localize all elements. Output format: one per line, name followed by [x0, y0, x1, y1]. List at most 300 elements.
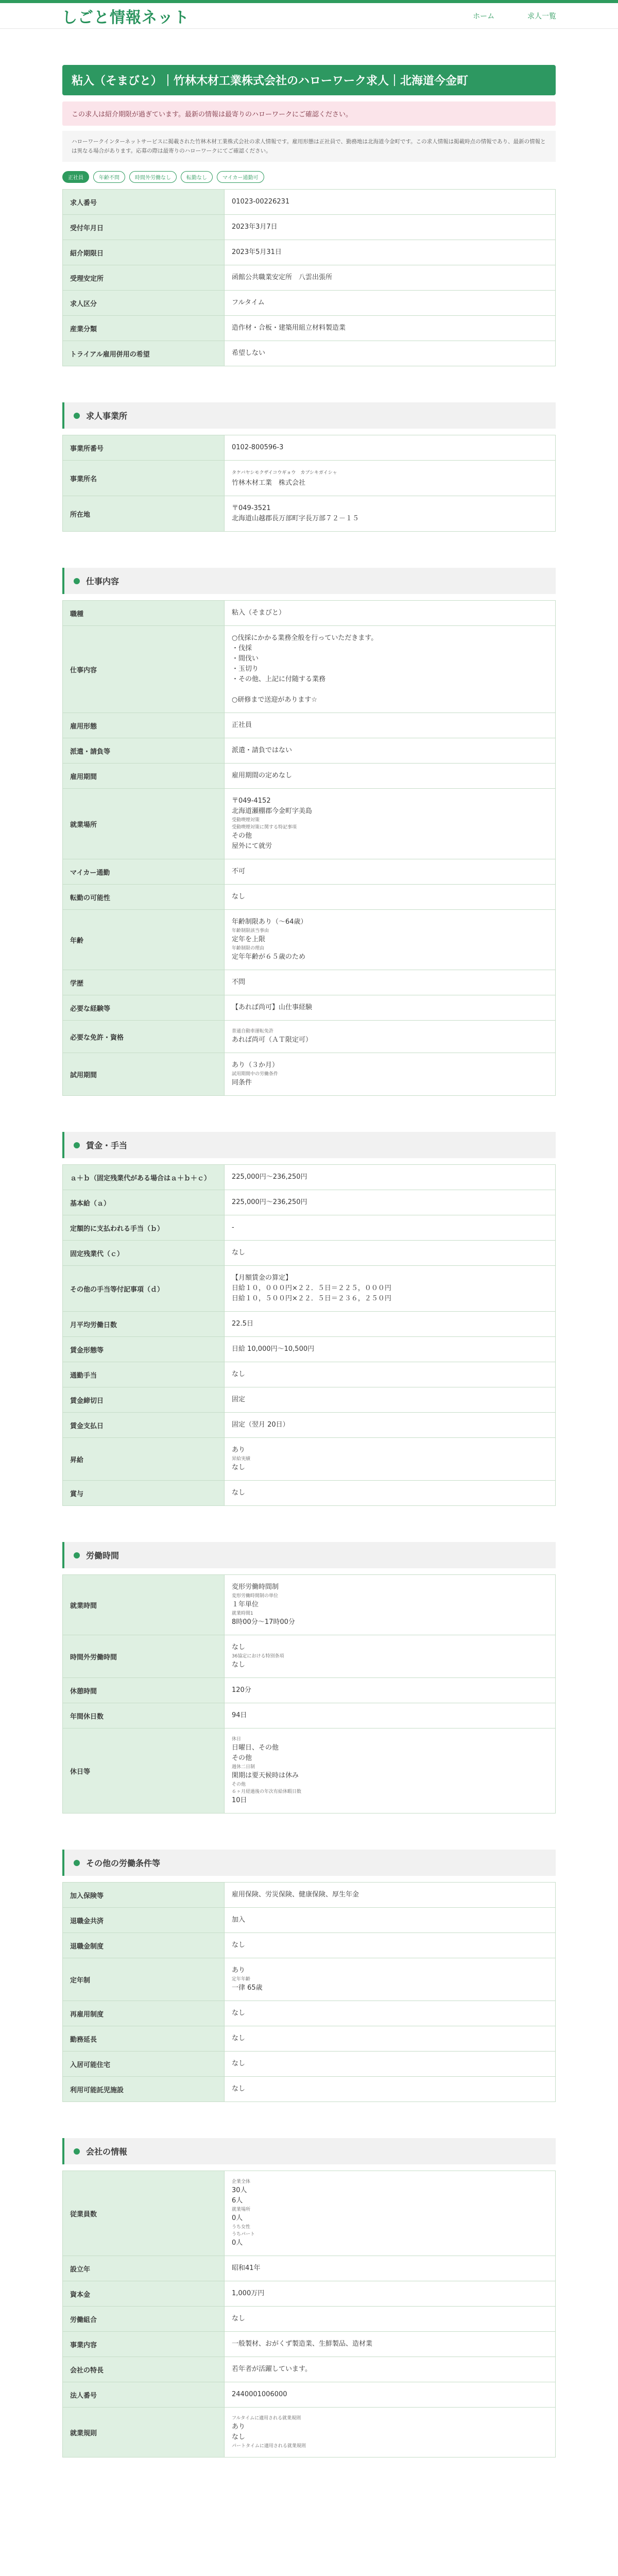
field-value-line: 一般製材、おがくず製造業、生鮮製品、造材業 [232, 2340, 373, 2348]
field-label: 求人区分 [63, 291, 225, 316]
field-value-line: なし [232, 2433, 246, 2441]
field-value [225, 713, 556, 738]
field-value-line: ・その他、上記に付随する業務 [232, 675, 326, 683]
field-value-line: 225,000円〜236,250円 [232, 1173, 307, 1181]
field-value [225, 2281, 556, 2307]
field-label: 紹介期限日 [63, 240, 225, 265]
tag-chip: 年齢不問 [93, 171, 125, 183]
field-value-line: 30人 [232, 2187, 247, 2194]
table-row [63, 1241, 556, 1266]
field-value-line: ○伐採にかかる業務全般を行っていただきます。 [232, 634, 378, 642]
table-row [63, 435, 556, 461]
field-label: トライアル雇用併用の希望 [63, 341, 225, 366]
field-value-line: その他 [232, 832, 252, 840]
field-sublabel: パートタイムに適用される就業規則 [232, 2444, 306, 2449]
field-label: ａ＋ｂ（固定残業代がある場合はａ＋ｂ＋ｃ） [63, 1165, 225, 1190]
field-value-line: なし [232, 2035, 246, 2042]
field-sublabel: 定年年齢 [232, 1977, 251, 1982]
field-label: 退職金制度 [63, 1933, 225, 1958]
section-heading-wage [62, 1132, 556, 1158]
table-row [63, 885, 556, 910]
table-row [63, 995, 556, 1021]
field-value-line: 函館公共職業安定所 八雲出張所 [232, 274, 333, 281]
field-value [225, 1413, 556, 1438]
field-value [225, 601, 556, 626]
field-label: 雇用期間 [63, 764, 225, 789]
field-value [225, 1387, 556, 1413]
field-label: 月平均労働日数 [63, 1312, 225, 1337]
field-sublabel: うち女性 [232, 2225, 251, 2230]
table-row [63, 713, 556, 738]
table-row [63, 2052, 556, 2077]
field-value-line: なし [232, 2085, 246, 2093]
field-value [225, 2171, 556, 2256]
field-value-line: 日給 10,000円〜10,500円 [232, 1345, 315, 1353]
field-value-line: 正社員 [232, 721, 252, 729]
field-value [225, 1337, 556, 1362]
page-title: 粘入（そまびと）｜竹林木材工業株式会社のハローワーク求人｜北海道今金町 [62, 65, 556, 95]
field-value [225, 1678, 556, 1703]
field-value-line: 6人 [232, 2197, 243, 2205]
field-value [225, 2307, 556, 2332]
table-row [63, 215, 556, 240]
table-row [63, 764, 556, 789]
field-value [225, 2382, 556, 2408]
field-value-line: 定年年齢が６５歳のため [232, 953, 306, 961]
field-label: 昇給 [63, 1438, 225, 1481]
field-value-line: その他 [232, 1754, 252, 1762]
field-value-line: ・間伐い [232, 655, 259, 663]
field-value-line: 〒049-3521 [232, 504, 271, 512]
field-value-line: 固定 [232, 1396, 246, 1403]
field-value [225, 190, 556, 215]
field-sublabel: 変形労働時間制の単位 [232, 1594, 279, 1599]
table-row [63, 1438, 556, 1481]
field-sublabel: 試用期間中の労働条件 [232, 1072, 279, 1077]
field-value-line: 雇用保険、労災保険、健康保険、厚生年金 [232, 1891, 359, 1899]
field-value-line: フルタイム [232, 299, 265, 307]
field-value-line: 日給１０，５００円×２２．５日＝２３６，２５０円 [232, 1295, 391, 1302]
field-value [225, 1635, 556, 1678]
field-label: 会社の特長 [63, 2357, 225, 2382]
field-value-line: 変形労働時間制 [232, 1583, 279, 1591]
field-value-line: 粘入（そまびと） [232, 609, 286, 617]
field-label: 必要な経験等 [63, 995, 225, 1021]
field-label: 勤務延長 [63, 2026, 225, 2052]
field-value [225, 1575, 556, 1635]
table-row [63, 970, 556, 995]
field-value-line: ・玉切り [232, 665, 259, 673]
table-row [63, 2026, 556, 2052]
field-value [225, 2332, 556, 2357]
field-value-line: 〒049-4152 [232, 797, 271, 805]
field-label: 就業規則 [63, 2408, 225, 2458]
field-value-line: １年単位 [232, 1601, 259, 1608]
field-label: 労働組合 [63, 2307, 225, 2332]
table-row [63, 1883, 556, 1908]
field-value-line: 年齢制限あり（～64歳） [232, 918, 307, 926]
section-title: 会社の情報 [86, 2147, 128, 2157]
company-info-table [62, 2171, 556, 2458]
table-row [63, 240, 556, 265]
table-row [63, 496, 556, 532]
field-value-line: あれば尚可（ＡＴ限定可） [232, 1036, 313, 1044]
field-label: 所在地 [63, 496, 225, 532]
field-value-line: 日給１０，０００円×２２．５日＝２２５，０００円 [232, 1284, 391, 1292]
field-value-line: 0102-800596-3 [232, 444, 284, 451]
section-title: 仕事内容 [86, 577, 119, 586]
tag-chip: 時間外労働なし [129, 171, 177, 183]
field-value-line: 同条件 [232, 1079, 252, 1087]
intro-text: ハローワークインターネットサービスに掲載された竹林木材工業株式会社の求人情報です。雇用形態は正社員で、勤務地は北海道今金町です。この求人情報は掲載時点の情報であり、最新の情報とは異なる場合があります。応募の際は最寄りのハローワークにてご確認ください。 [62, 131, 556, 162]
field-value [225, 1021, 556, 1053]
field-label: 定年制 [63, 1958, 225, 2001]
table-row [63, 2382, 556, 2408]
tag-chip: 正社員 [62, 171, 89, 183]
table-row [63, 2281, 556, 2307]
table-row [63, 2408, 556, 2458]
field-value [225, 2001, 556, 2026]
field-value-line: 94日 [232, 1711, 247, 1719]
table-row [63, 190, 556, 215]
field-value-line: 10日 [232, 1797, 247, 1804]
field-value-line: 閑期は要天候時は休み [232, 1772, 299, 1780]
bullet-icon [74, 413, 80, 419]
office-info-table [62, 435, 556, 532]
field-label: 再雇用制度 [63, 2001, 225, 2026]
field-value-line: 昭和41年 [232, 2264, 261, 2272]
field-value-line: 一律 65歳 [232, 1984, 263, 1992]
section-title: 賃金・手当 [86, 1141, 128, 1150]
field-label: 通勤手当 [63, 1362, 225, 1387]
table-row [63, 1958, 556, 2001]
field-label: 賃金支払日 [63, 1413, 225, 1438]
field-label: 賃金締切日 [63, 1387, 225, 1413]
field-value [225, 1958, 556, 2001]
field-value [225, 1362, 556, 1387]
field-value-line: あり [232, 1967, 246, 1974]
field-value-line: なし [232, 2315, 246, 2323]
field-value-line: 日曜日、その他 [232, 1744, 279, 1752]
table-row [63, 910, 556, 970]
field-value [225, 2077, 556, 2102]
field-value-line: 固定（翌月 20日） [232, 1421, 289, 1429]
field-label: マイカー通勤 [63, 859, 225, 885]
field-label: 休憩時間 [63, 1678, 225, 1703]
table-row [63, 341, 556, 366]
field-value-line: 希望しない [232, 349, 266, 357]
field-label: 時間外労働時間 [63, 1635, 225, 1678]
field-value [225, 910, 556, 970]
table-row [63, 1413, 556, 1438]
field-value [225, 2052, 556, 2077]
table-row [63, 1387, 556, 1413]
field-sublabel: 年齢制限の理由 [232, 946, 265, 951]
field-sublabel: 普通自動車運転免許 [232, 1029, 274, 1034]
table-row [63, 461, 556, 496]
field-value-line: 120分 [232, 1686, 251, 1694]
nav-home-link[interactable]: ホーム [473, 12, 495, 21]
table-row [63, 1190, 556, 1215]
field-value [225, 1728, 556, 1814]
field-value-line: 2023年5月31日 [232, 248, 282, 256]
section-heading-hours [62, 1542, 556, 1568]
table-row [63, 1021, 556, 1053]
table-row [63, 2256, 556, 2281]
hours-info-table [62, 1574, 556, 1814]
field-sublabel: 昇給実績 [232, 1456, 251, 1462]
field-value [225, 341, 556, 366]
field-value [225, 2026, 556, 2052]
field-label: 仕事内容 [63, 626, 225, 713]
table-row [63, 316, 556, 341]
field-label: 産業分類 [63, 316, 225, 341]
nav-search-link[interactable]: 求人一覧 [527, 12, 556, 21]
field-value [225, 1165, 556, 1190]
table-row [63, 265, 556, 291]
table-row [63, 2171, 556, 2256]
field-value [225, 1053, 556, 1096]
field-label: 職種 [63, 601, 225, 626]
field-value-line: なし [232, 2009, 246, 2017]
field-label: 事業所番号 [63, 435, 225, 461]
field-sublabel: 受動喫煙対策 [232, 818, 260, 823]
field-value-line: なし [232, 893, 246, 901]
section-title: その他の労働条件等 [86, 1858, 161, 1868]
field-value-line: あり（３か月） [232, 1061, 279, 1069]
field-value [225, 738, 556, 764]
bullet-icon [74, 1142, 80, 1148]
field-value [225, 2256, 556, 2281]
field-value-line: あり [232, 1446, 246, 1454]
field-label: 休日等 [63, 1728, 225, 1814]
section-title: 求人事業所 [86, 411, 128, 421]
field-value-line: なし [232, 1661, 246, 1669]
field-value [225, 1241, 556, 1266]
field-label: 退職金共済 [63, 1908, 225, 1933]
header-nav [442, 11, 556, 21]
field-value-line: なし [232, 2060, 246, 2067]
field-value-line: 【月額賃金の算定】 [232, 1274, 293, 1282]
tag-chip: 転勤なし [181, 171, 213, 183]
table-row [63, 1266, 556, 1312]
table-row [63, 626, 556, 713]
table-row [63, 738, 556, 764]
field-label: 定額的に支払われる手当（ｂ） [63, 1215, 225, 1241]
field-value [225, 970, 556, 995]
field-label: 従業員数 [63, 2171, 225, 2256]
field-label: 転勤の可能性 [63, 885, 225, 910]
field-value [225, 885, 556, 910]
field-label: 受理安定所 [63, 265, 225, 291]
field-label: 利用可能託児施設 [63, 2077, 225, 2102]
field-value-line: 2023年3月7日 [232, 223, 278, 231]
table-row [63, 1312, 556, 1337]
field-sublabel: ６ヶ月経過後の年次有給休暇日数 [232, 1789, 302, 1794]
field-value [225, 1266, 556, 1312]
table-row [63, 2307, 556, 2332]
section-heading-job [62, 568, 556, 594]
field-value [225, 1703, 556, 1728]
bullet-icon [74, 2148, 80, 2155]
field-sublabel: 受動喫煙対策に関する特記事項 [232, 825, 297, 830]
site-header [0, 3, 618, 29]
table-row [63, 1728, 556, 1814]
table-row [63, 1575, 556, 1635]
field-value-line: 22.5日 [232, 1320, 253, 1328]
field-sublabel: 就業時間1 [232, 1611, 253, 1616]
field-value-line: 8時00分〜17時00分 [232, 1618, 295, 1626]
field-value [225, 461, 556, 496]
table-row [63, 2357, 556, 2382]
section-heading-company [62, 2138, 556, 2164]
field-label: 賃金形態等 [63, 1337, 225, 1362]
bullet-icon [74, 1552, 80, 1558]
field-value-line: 加入 [232, 1916, 246, 1924]
section-title: 労働時間 [86, 1551, 119, 1561]
field-value-line: 225,000円〜236,250円 [232, 1198, 307, 1206]
field-value-line: 01023-00226231 [232, 198, 290, 206]
main-content [62, 65, 556, 2458]
field-label: 固定残業代（ｃ） [63, 1241, 225, 1266]
field-value [225, 789, 556, 859]
field-value-line: 造作材・合板・建築用組立材料製造業 [232, 324, 346, 332]
field-sublabel: 就業場所 [232, 2207, 251, 2212]
field-value-line: 竹林木材工業 株式会社 [232, 479, 306, 487]
field-label: 加入保険等 [63, 1883, 225, 1908]
field-value [225, 215, 556, 240]
bullet-icon [74, 1860, 80, 1866]
section-heading-office [62, 402, 556, 429]
field-label: その他の手当等付記事項（ｄ） [63, 1266, 225, 1312]
field-kana: タケバヤシモクザイコウギョウ カブシキガイシャ [232, 470, 337, 476]
field-label: 法人番号 [63, 2382, 225, 2408]
field-label: 入居可能住宅 [63, 2052, 225, 2077]
field-value [225, 316, 556, 341]
field-value-line: - [232, 1224, 234, 1231]
field-value-line [232, 685, 548, 695]
field-value [225, 859, 556, 885]
other-info-table [62, 1882, 556, 2102]
field-value-line: 若年者が活躍しています。 [232, 2365, 312, 2373]
field-value-line: 1,000万円 [232, 2290, 265, 2297]
table-row [63, 1362, 556, 1387]
field-value-line: なし [232, 1489, 246, 1497]
field-label: 必要な免許・資格 [63, 1021, 225, 1053]
wage-info-table [62, 1164, 556, 1506]
table-row [63, 1635, 556, 1678]
field-value-line: ○研修まで送迎があります☆ [232, 696, 317, 704]
field-value-line: なし [232, 1643, 246, 1651]
site-logo[interactable]: しごと情報ネット [62, 8, 190, 27]
field-value-line: なし [232, 1249, 246, 1257]
field-value [225, 2357, 556, 2382]
field-sublabel: 年齢制限該当事由 [232, 928, 269, 934]
field-label: 求人番号 [63, 190, 225, 215]
field-value-line: 北海道瀬棚郡今金町字美島 [232, 807, 313, 815]
field-value-line: なし [232, 1941, 246, 1949]
field-value [225, 435, 556, 461]
field-value-line: 0人 [232, 2239, 243, 2247]
field-label: 賞与 [63, 1481, 225, 1506]
field-sublabel: 企業全体 [232, 2179, 251, 2184]
table-row [63, 859, 556, 885]
table-row [63, 1481, 556, 1506]
tag-chip: マイカー通勤可 [217, 171, 264, 183]
field-label: 派遣・請負等 [63, 738, 225, 764]
field-value-line: 不問 [232, 978, 246, 986]
field-sublabel: 休日 [232, 1737, 242, 1742]
table-row [63, 291, 556, 316]
job-info-table [62, 600, 556, 1096]
field-value-line: あり [232, 2423, 246, 2431]
field-value [225, 265, 556, 291]
table-row [63, 1908, 556, 1933]
field-value-line: 0人 [232, 2214, 243, 2222]
field-value [225, 1933, 556, 1958]
table-row [63, 2077, 556, 2102]
field-value-line: ・伐採 [232, 645, 252, 652]
field-value [225, 496, 556, 532]
table-row [63, 1337, 556, 1362]
field-value-line: 屋外にて就労 [232, 842, 272, 850]
field-label: 受付年月日 [63, 215, 225, 240]
table-row [63, 1215, 556, 1241]
field-value-line: なし [232, 1464, 246, 1471]
table-row [63, 1703, 556, 1728]
field-value-line: なし [232, 1370, 246, 1378]
field-label: 資本金 [63, 2281, 225, 2307]
field-label: 就業時間 [63, 1575, 225, 1635]
field-label: 年齢 [63, 910, 225, 970]
field-value-line: 2440001006000 [232, 2391, 287, 2398]
field-value [225, 626, 556, 713]
table-row [63, 601, 556, 626]
section-heading-other [62, 1850, 556, 1876]
field-value-line: 【あれば尚可】山仕事経験 [232, 1004, 313, 1011]
field-value [225, 1438, 556, 1481]
field-value-line: 派遣・請負ではない [232, 747, 293, 754]
field-value [225, 1312, 556, 1337]
field-sublabel: フルタイムに適用される就業規則 [232, 2416, 301, 2421]
table-row [63, 1165, 556, 1190]
table-row [63, 1678, 556, 1703]
expired-notice: この求人は紹介期限が過ぎています。最新の情報は最寄りのハローワークにご確認ください。 [62, 101, 556, 126]
bullet-icon [74, 578, 80, 584]
table-row [63, 1053, 556, 1096]
field-label: 事業内容 [63, 2332, 225, 2357]
table-row [63, 789, 556, 859]
tag-chips [62, 171, 556, 183]
field-value-line: 北海道山越郡長万部町字長万部７２－１５ [232, 515, 359, 522]
field-value-line: 定年を上限 [232, 936, 266, 943]
field-label: 設立年 [63, 2256, 225, 2281]
field-label: 年間休日数 [63, 1703, 225, 1728]
table-row [63, 2332, 556, 2357]
field-label: 事業所名 [63, 461, 225, 496]
field-value [225, 1908, 556, 1933]
field-label: 雇用形態 [63, 713, 225, 738]
field-value [225, 1481, 556, 1506]
field-value-line: 雇用期間の定めなし [232, 772, 293, 779]
field-sublabel: うちパート [232, 2232, 255, 2237]
field-sublabel: 36協定における特別条項 [232, 1654, 284, 1659]
field-value [225, 1215, 556, 1241]
field-sublabel: 週休二日制 [232, 1765, 255, 1770]
table-row [63, 2001, 556, 2026]
field-value [225, 1190, 556, 1215]
field-label: 試用期間 [63, 1053, 225, 1096]
